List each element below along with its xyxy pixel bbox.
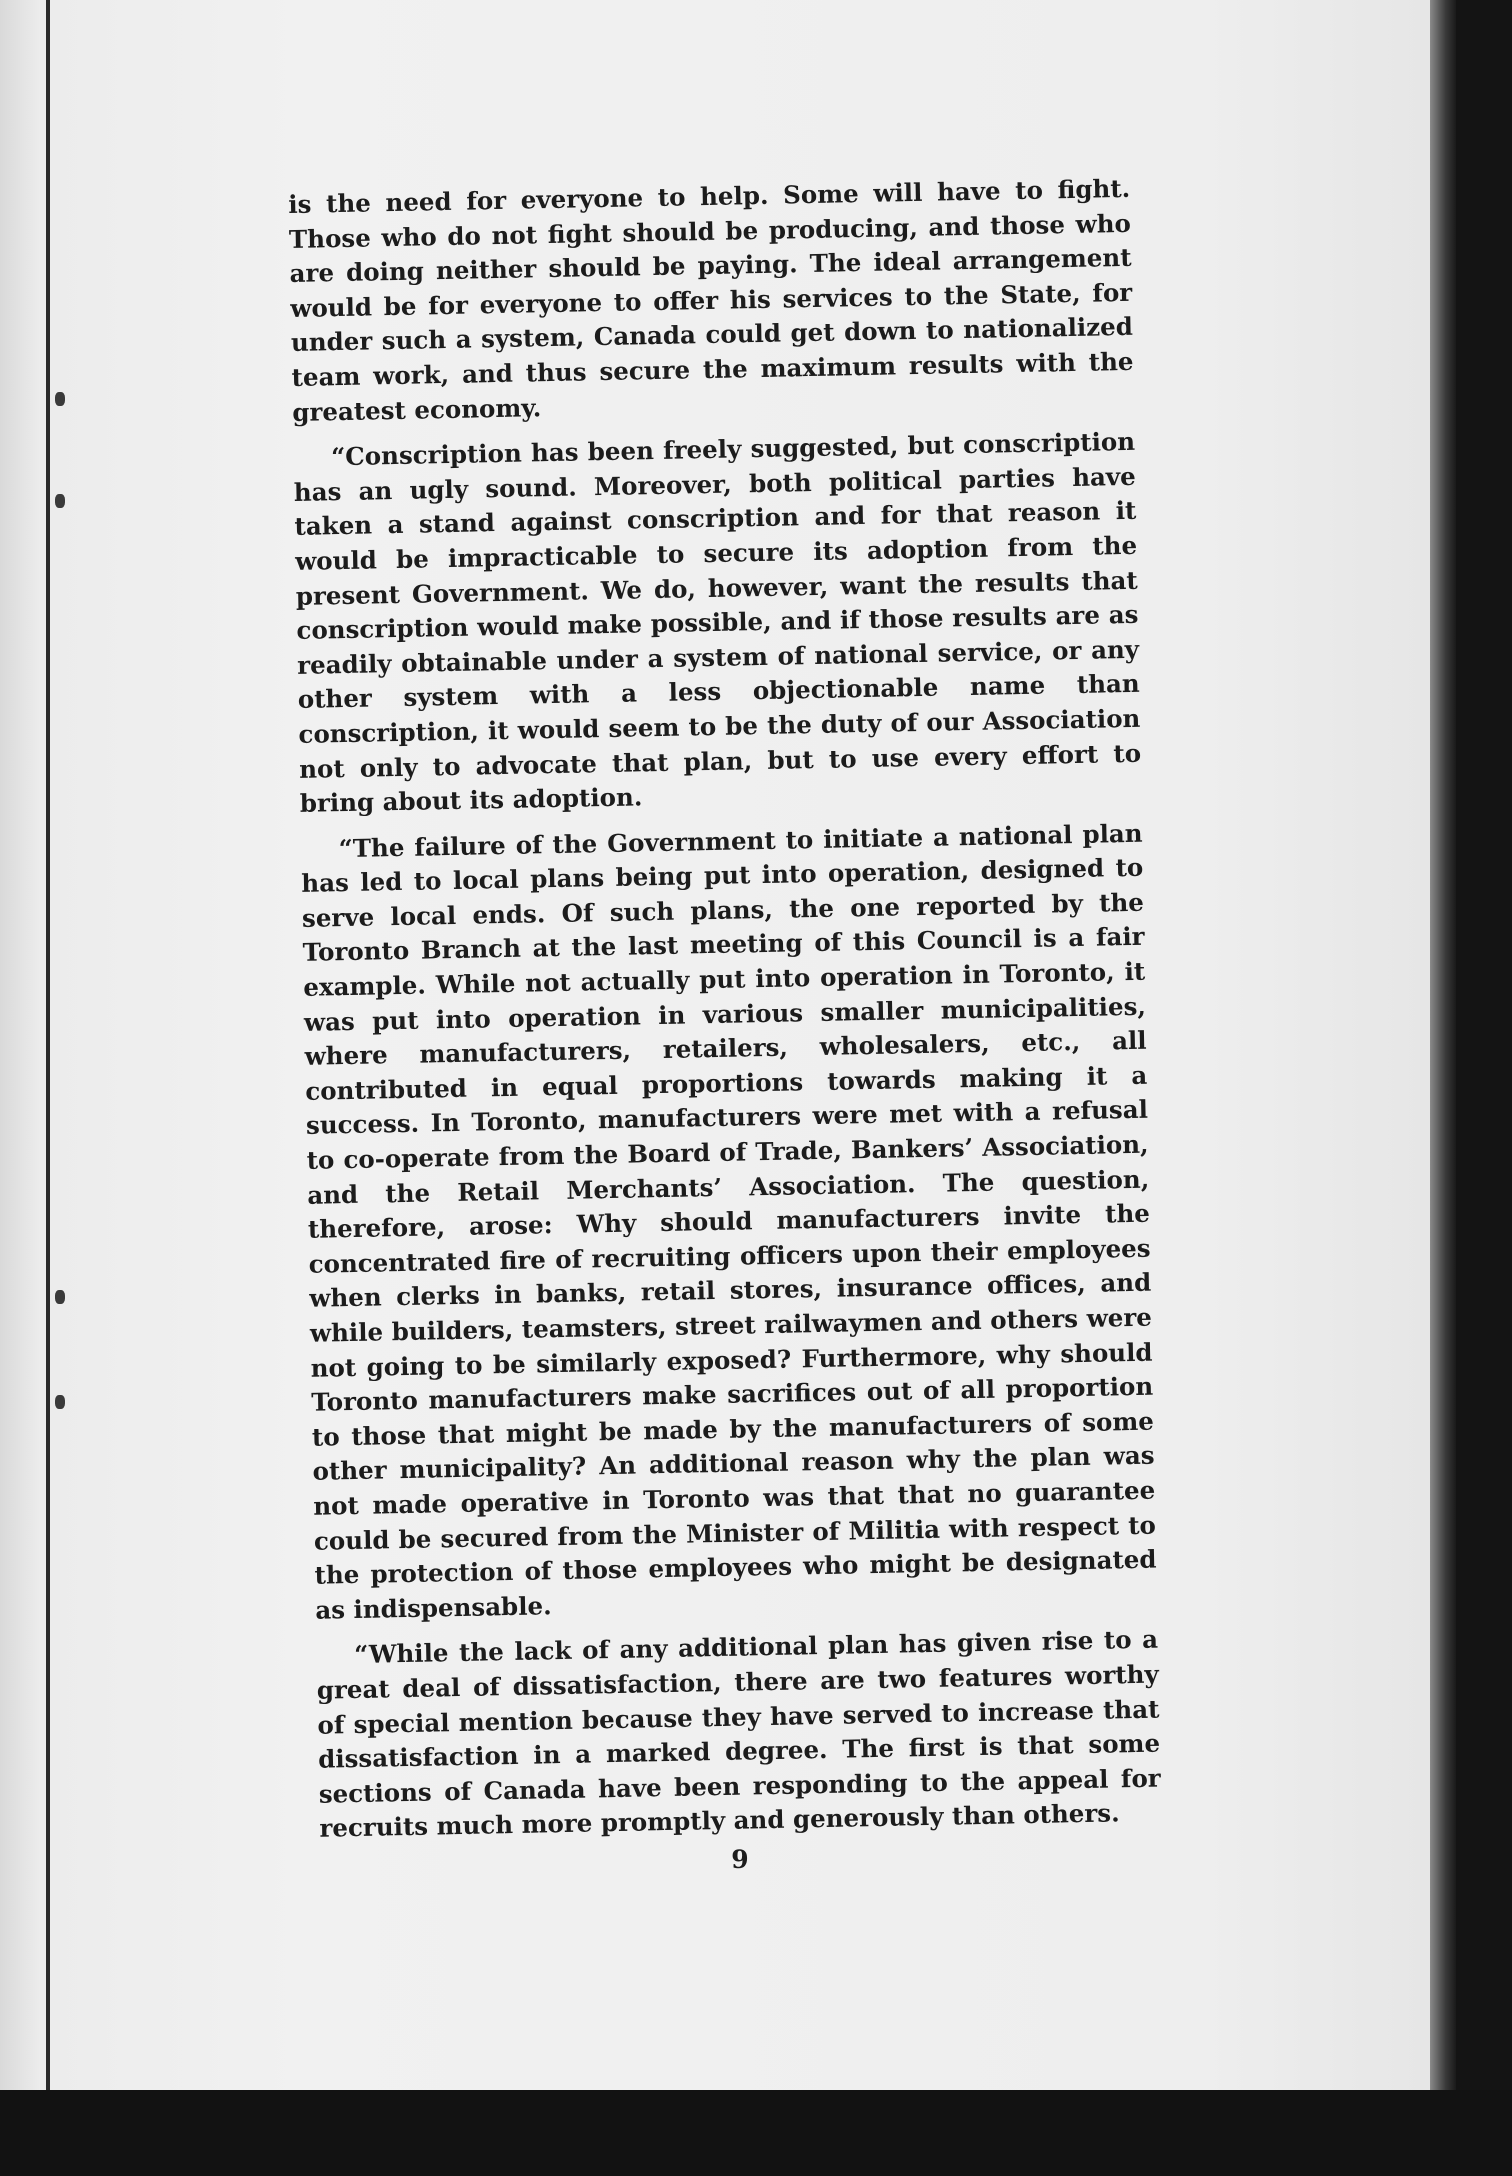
binding-mark [55, 494, 65, 508]
binding-mark [55, 1290, 65, 1304]
binding-mark [55, 392, 65, 406]
paragraph: “Conscription has been freely suggested, but conscription has an ugly sound. Moreover, both political parties have taken a stand against conscription and for that reason it would be impracticable to secure its adoption from the present Government. We do, however, want the results that conscription would make possible, and if those results are as readily obtainable under a system of national service, or any other system with a less objectionable name than conscription, it would seem to be the duty of our Association not only to advocate that plan, but to use every effort to bring about its adoption. [293, 426, 1142, 818]
paragraph: “The failure of the Government to initiate a national plan has led to local plans being put into operation, designed to serve local ends. Of such plans, the one reported by the Toronto Branch at the last meeting of this Council is a fair example. While not actually put into operation in Toronto, it was put into operation in various smaller municipalities, where manufacturers, retailers, wholesalers, etc., all contributed in equal proportions towards making it a success. In Toronto, manufacturers were met with a refusal to co-operate from the Board of Trade, Bankers’ Association, and the Retail Merchants’ Association. The question, therefore, arose: Why should manufacturers invite the concentrated fire of recruiting officers upon their employees when clerks in banks, retail stores, insurance offices, and while builders, teamsters, street railwaymen and others were not going to be similarly exposed? Furthermore, why should Toronto manufacturers make sacrifices out of all proportion to those that might be made by the manufacturers of some other municipality? An additional reason why the plan was not made operative in Toronto was that that no guarantee could be secured from the Minister of Militia with respect to the protection of those employees who might be designated as indispensable. [301, 818, 1157, 1625]
body-text [288, 172, 1162, 1858]
binding-edge [46, 0, 50, 2090]
scan-background [0, 2090, 1512, 2176]
paragraph: is the need for everyone to help. Some will have to fight. Those who do not fight should be producing, and those who are doing neither should be paying. The ideal arrangement would be for everyone to offer his services to the State, for under such a system, Canada could get down to nationalized team work, and thus secure the maximum results with the greatest economy. [288, 173, 1134, 427]
binding-mark [55, 1395, 65, 1409]
page-number: 9 [731, 1845, 749, 1874]
paragraph: “While the lack of any additional plan has given rise to a great deal of dissatisfaction, there are two features worthy of special mention because they have served to increase that dissatisfaction in a marked degree. The first is that some sections of Canada have been responding to the appeal for recruits much more promptly and generously than others. [316, 1624, 1161, 1844]
page-edge-shadow [1430, 0, 1456, 2110]
